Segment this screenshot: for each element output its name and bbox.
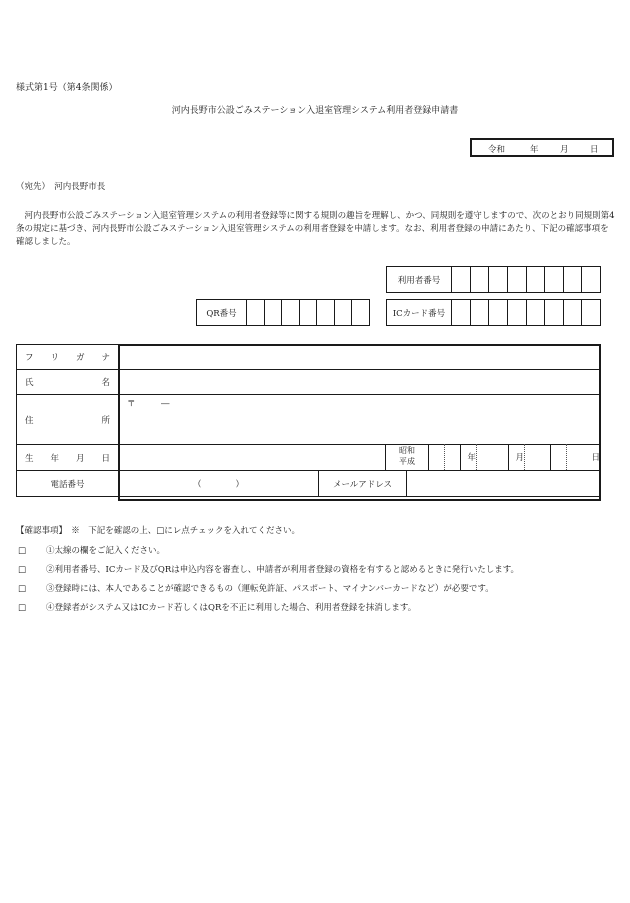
user-number-digit[interactable] <box>507 267 526 293</box>
postal-mark: 〒 ― <box>127 399 170 409</box>
date-month-label: 月 <box>560 145 569 155</box>
user-number-digit[interactable] <box>489 267 508 293</box>
era-showa[interactable]: 昭和 <box>399 446 415 455</box>
ic-card-number-table <box>386 299 601 326</box>
checkbox-icon[interactable]: □ <box>18 546 27 556</box>
date-box[interactable] <box>470 138 614 157</box>
phone-field[interactable] <box>119 471 319 497</box>
email-field[interactable] <box>319 471 601 497</box>
date-era: 令和 <box>488 145 506 155</box>
ic-card-number-digit[interactable] <box>526 300 545 326</box>
birth-day-label: 日 <box>591 453 600 463</box>
birthdate-field[interactable] <box>119 445 601 471</box>
qr-number-digit[interactable] <box>317 300 335 326</box>
addressee: （宛先） 河内長野市長 <box>16 182 106 192</box>
user-number-label: 利用者番号 <box>387 267 452 293</box>
user-number-digit[interactable] <box>452 267 471 293</box>
ic-card-number-digit[interactable] <box>489 300 508 326</box>
ic-card-number-digit[interactable] <box>582 300 601 326</box>
qr-number-digit[interactable] <box>264 300 282 326</box>
ic-card-number-digit[interactable] <box>452 300 471 326</box>
date-day-label: 日 <box>590 145 599 155</box>
ic-card-number-digit[interactable] <box>563 300 582 326</box>
furigana-field[interactable] <box>119 345 601 370</box>
email-label: メールアドレス <box>319 471 407 496</box>
checkbox-icon[interactable]: □ <box>18 584 27 594</box>
qr-number-digit[interactable] <box>299 300 317 326</box>
user-number-digit[interactable] <box>526 267 545 293</box>
qr-number-digit[interactable] <box>247 300 265 326</box>
ic-card-number-label: ICカード番号 <box>387 300 452 326</box>
document-title: 河内長野市公設ごみステーション入退室管理システム利用者登録申請書 <box>171 106 459 116</box>
confirm-item[interactable]: □ ④登録者がシステム又はICカード若しくはQRを不正に利用した場合、利用者登録を抹消します。 <box>18 603 417 613</box>
user-number-digit[interactable] <box>582 267 601 293</box>
applicant-info-table <box>16 344 601 497</box>
name-field[interactable] <box>119 370 601 395</box>
birth-year-label: 年 <box>461 444 477 470</box>
ic-card-number-digit[interactable] <box>545 300 564 326</box>
birth-month-label: 月 <box>509 444 525 470</box>
user-number-table <box>386 266 601 293</box>
ic-card-number-digit[interactable] <box>470 300 489 326</box>
phone-area-code-paren: （ ） <box>192 479 244 490</box>
phone-label: 電話番号 <box>17 471 119 497</box>
furigana-label: フ リ ガ ナ <box>17 345 119 370</box>
ic-card-number-digit[interactable] <box>507 300 526 326</box>
address-field[interactable] <box>119 395 601 445</box>
qr-number-label: QR番号 <box>197 300 247 326</box>
address-label: 住 所 <box>17 395 119 445</box>
user-number-digit[interactable] <box>470 267 489 293</box>
name-label: 氏 名 <box>17 370 119 395</box>
confirm-item[interactable]: □ ②利用者番号、ICカード及びQRは申込内容を審査し、申請者が利用者登録の資格を有すると認めるときに発行いたします。 <box>18 565 520 575</box>
application-statement: 河内長野市公設ごみステーション入退室管理システムの利用者登録等に関する規則の趣旨を理解し、かつ、同規則を遵守しますので、次のとおり同規則第4条の規定に基づき、河内長野市公設ごみステーション入退室管理システムの利用者登録を申請します。なお、利用者登録の申請にあたり、下記の確認事項を確認しました。 <box>16 211 615 247</box>
form-number: 様式第1号（第4条関係） <box>16 83 118 93</box>
qr-number-table <box>196 299 370 326</box>
confirm-item[interactable]: □ ③登録時には、本人であることが確認できるもの（運転免許証、パスポート、マイナンバーカードなど）が必要です。 <box>18 584 494 594</box>
confirm-item[interactable]: □ ①太線の欄をご記入ください。 <box>18 546 166 556</box>
checkbox-icon[interactable]: □ <box>18 603 27 613</box>
user-number-digit[interactable] <box>545 267 564 293</box>
checkbox-icon[interactable]: □ <box>18 565 27 575</box>
confirmation-heading: 【確認事項】 ※ 下記を確認の上、□にレ点チェックを入れてください。 <box>16 526 301 536</box>
date-year-label: 年 <box>530 145 539 155</box>
birthdate-label: 生 年 月 日 <box>17 445 119 471</box>
era-heisei[interactable]: 平成 <box>399 457 415 466</box>
qr-number-digit[interactable] <box>334 300 352 326</box>
user-number-digit[interactable] <box>563 267 582 293</box>
qr-number-digit[interactable] <box>352 300 370 326</box>
qr-number-digit[interactable] <box>282 300 300 326</box>
